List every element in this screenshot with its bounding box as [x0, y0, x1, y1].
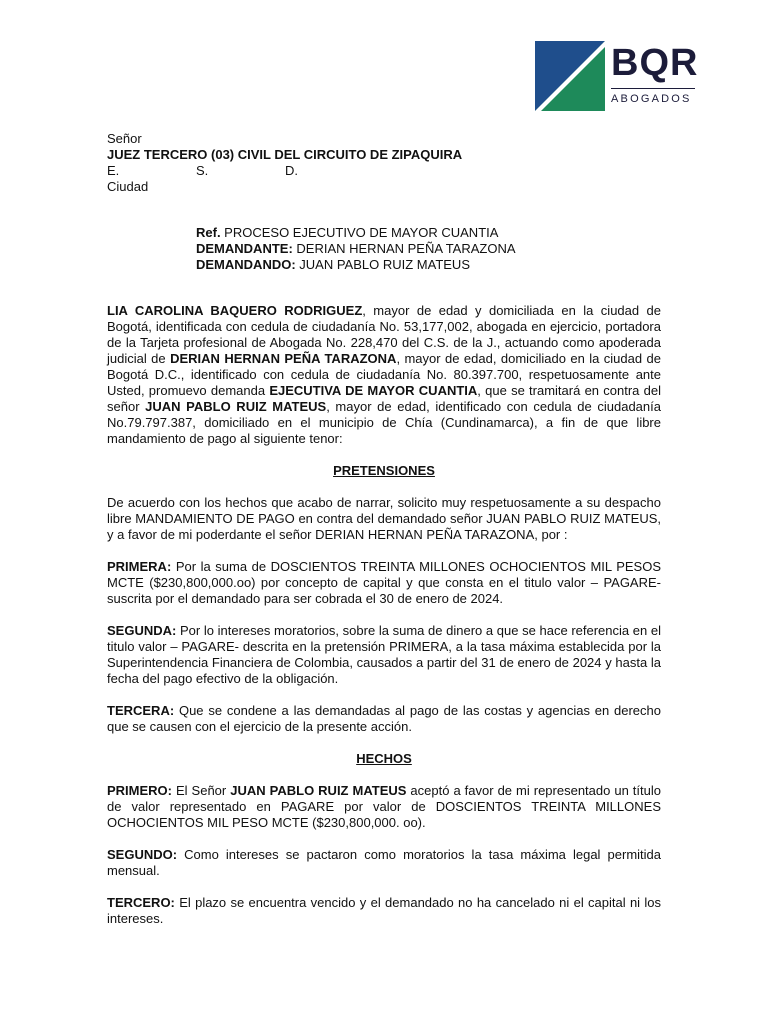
plaintiff-label: DEMANDANTE: [196, 241, 293, 256]
intro-text-1: , mayor de edad y domiciliada en la ciudad de Bogotá, identificada con cedula de ciudadanía No. 53,177,002, abogada en ejercicio, portadora de la Tarjeta profesional de Abogada No. 228,470 del C.S. de la J., actuando como apoderada judicial de [107, 303, 661, 366]
pretension-segunda [107, 623, 661, 687]
primero-text-1: El Señor [172, 783, 231, 798]
plaintiff-value: DERIAN HERNAN PEÑA TARAZONA [292, 241, 516, 256]
ref-label: Ref. [196, 225, 221, 240]
defendant-value: JUAN PABLO RUIZ MATEUS [295, 257, 470, 272]
pretension-primera [107, 559, 661, 607]
defendant-label: DEMANDANDO: [196, 257, 296, 272]
hecho-tercero [107, 895, 661, 927]
intro-text-4: , mayor de edad, identificado con cedula de ciudadanía No.79.797.387, domiciliado en el municipio de Chía (Cundinamarca), a fin de que libre mandamiento de pago al siguiente tenor: [107, 399, 661, 446]
salutation: Señor [107, 131, 142, 146]
client-name: DERIAN HERNAN PEÑA TARAZONA [170, 351, 397, 366]
tercero-text: El plazo se encuentra vencido y el demandado no ha cancelado ni el capital ni los intereses. [107, 895, 661, 926]
bqr-logo-mark-icon [535, 41, 605, 111]
logo-brand: BQR [611, 42, 699, 84]
hecho-segundo [107, 847, 661, 879]
logo-subtitle: ABOGADOS [611, 93, 692, 105]
segundo-text: Como intereses se pactaron como moratorios la tasa máxima legal permitida mensual. [107, 847, 661, 878]
primero-text-2: aceptó a favor de mi representado un título de valor representado en PAGARE por valor de DOSCIENTOS TREINTA MILLONES OCHOCIENTOS MIL PESO MCTE ($230,800,000. oo). [107, 783, 661, 830]
debtor-name: JUAN PABLO RUIZ MATEUS [145, 399, 327, 414]
esd-s: S. [196, 163, 209, 178]
segunda-label: SEGUNDA: [107, 623, 177, 638]
primera-text: Por la suma de DOSCIENTOS TREINTA MILLONES OCHOCIENTOS MIL PESOS MCTE ($230,800,000.oo) por concepto de capital y que consta en el titulo valor – PAGARE- suscrita por el demandado para ser cobrada el 30 de enero de 2024. [107, 559, 661, 606]
action-type: EJECUTIVA DE MAYOR CUANTIA [269, 383, 478, 398]
judge-title: JUEZ TERCERO (03) CIVIL DEL CIRCUITO DE ZIPAQUIRA [107, 147, 463, 162]
tercera-label: TERCERA: [107, 703, 175, 718]
primero-label: PRIMERO: [107, 783, 172, 798]
segundo-label: SEGUNDO: [107, 847, 178, 862]
attorney-name: LIA CAROLINA BAQUERO RODRIGUEZ [107, 303, 363, 318]
esd-d: D. [285, 163, 298, 178]
intro-text-2: , mayor de edad, domiciliado en la ciudad de Bogotá D.C., identificado con cedula de ciudadanía No. 80.397.700, respetuosamente ante Usted, promuevo demanda [107, 351, 661, 398]
pretensiones-intro: De acuerdo con los hechos que acabo de narrar, solicito muy respetuosamente a su despacho libre MANDAMIENTO DE PAGO en contra del demandado señor JUAN PABLO RUIZ MATEUS, y a favor de mi poderdante el señor DERIAN HERNAN PEÑA TARAZONA, por : [107, 495, 661, 542]
intro-text-3: , que se tramitará en contra del señor [107, 383, 661, 414]
ref-value: PROCESO EJECUTIVO DE MAYOR CUANTIA [220, 225, 499, 240]
reference-block [107, 225, 661, 273]
esd-line [107, 163, 661, 179]
tercera-text: Que se condene a las demandadas al pago de las costas y agencias en derecho que se causen con el ejercicio de la presente acción. [107, 703, 661, 734]
tercero-label: TERCERO: [107, 895, 175, 910]
pretension-tercera [107, 703, 661, 735]
firm-logo [535, 41, 697, 113]
intro-paragraph [107, 303, 661, 447]
primero-name: JUAN PABLO RUIZ MATEUS [230, 783, 407, 798]
esd-e: E. [107, 163, 120, 178]
logo-divider [611, 88, 695, 89]
pretensiones-heading: PRETENSIONES [333, 463, 435, 478]
primera-label: PRIMERA: [107, 559, 172, 574]
segunda-text: Por lo intereses moratorios, sobre la suma de dinero a que se hace referencia en el titulo valor – PAGARE- descrita en la pretensión PRIMERA, a la tasa máxima establecida por la Superintendencia Financiera de Colombia, causados a partir del 31 de enero de 2024 y hasta la fecha del pago efectivo de la obligación. [107, 623, 661, 686]
city: Ciudad [107, 179, 149, 194]
hechos-heading: HECHOS [356, 751, 412, 766]
hecho-primero [107, 783, 661, 831]
letter-body [107, 131, 661, 927]
addressee-block [107, 131, 661, 195]
